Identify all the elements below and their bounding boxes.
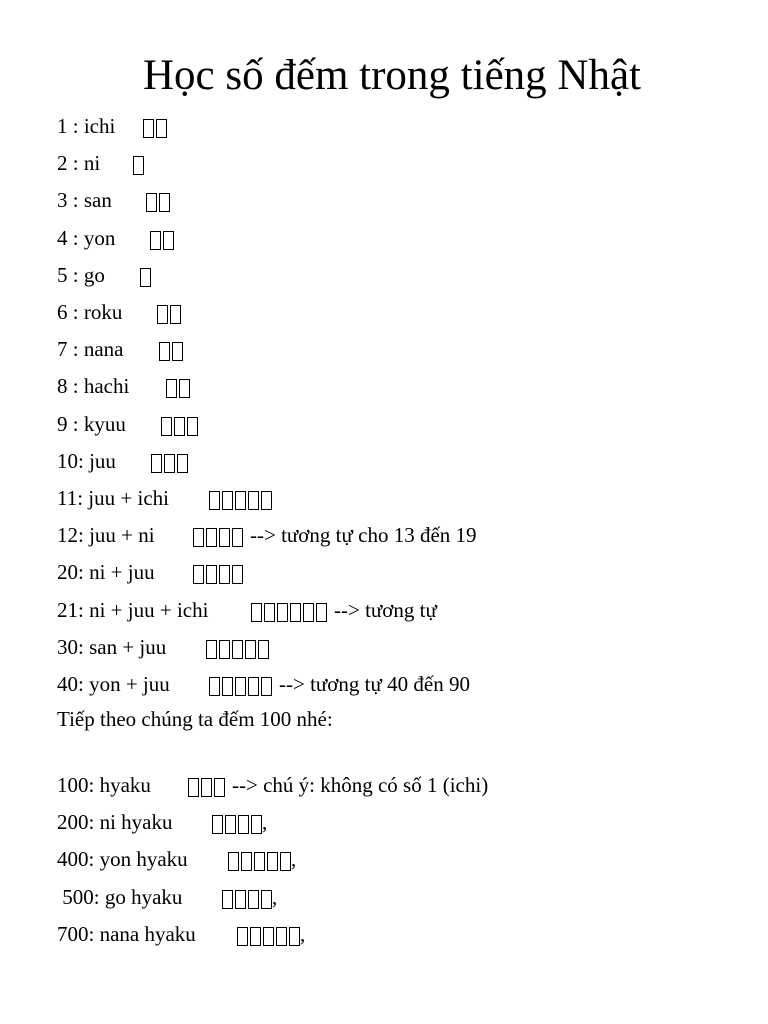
hundred-label: 100: hyaku [57, 773, 151, 797]
number-row [57, 671, 470, 697]
japanese-glyph-group [161, 416, 200, 436]
missing-glyph-box [209, 677, 220, 696]
comma-separator: , [272, 884, 278, 909]
number-row [57, 299, 122, 325]
number-row [57, 485, 169, 511]
hundred-row [57, 884, 278, 910]
missing-glyph-box [157, 305, 168, 324]
missing-glyph-box [235, 890, 246, 909]
missing-glyph-box [303, 603, 314, 622]
missing-glyph-box [267, 852, 278, 871]
missing-glyph-box [245, 640, 256, 659]
missing-glyph-box [159, 342, 170, 361]
missing-glyph-box [261, 491, 272, 510]
missing-glyph-box [166, 379, 177, 398]
japanese-glyph-group [188, 773, 489, 797]
missing-glyph-box [174, 417, 185, 436]
number-row [57, 150, 100, 176]
number-label: 4 : yon [57, 225, 116, 250]
missing-glyph-box [188, 778, 199, 797]
japanese-glyph-group [151, 453, 190, 473]
missing-glyph-box [206, 528, 217, 547]
number-row [57, 559, 155, 585]
japanese-glyph-group [146, 192, 172, 212]
japanese-glyph-group [150, 230, 176, 250]
missing-glyph-box [187, 417, 198, 436]
missing-glyph-box [133, 156, 144, 175]
missing-glyph-box [258, 640, 269, 659]
missing-glyph-box [261, 890, 272, 909]
hundred-label: 500: go hyaku [57, 884, 183, 909]
usage-note: --> chú ý: không có số 1 (ichi) [232, 773, 489, 797]
number-label: 21: ni + juu + ichi [57, 597, 209, 622]
missing-glyph-box [248, 491, 259, 510]
missing-glyph-box [237, 927, 248, 946]
missing-glyph-box [163, 231, 174, 250]
missing-glyph-box [225, 815, 236, 834]
missing-glyph-box [235, 491, 246, 510]
missing-glyph-box [277, 603, 288, 622]
usage-note: --> tương tự 40 đến 90 [279, 672, 470, 696]
missing-glyph-box [263, 927, 274, 946]
number-label: 8 : hachi [57, 374, 130, 399]
hundred-label: 700: nana hyaku [57, 921, 196, 946]
hundred-row [57, 772, 489, 798]
number-label: 7 : nana [57, 337, 124, 362]
missing-glyph-box [290, 603, 301, 622]
number-row [57, 225, 115, 251]
number-row [57, 597, 437, 623]
missing-glyph-box [143, 119, 154, 138]
number-label: 20: ni + juu [57, 560, 155, 585]
number-label: 2 : ni [57, 151, 101, 176]
missing-glyph-box [193, 565, 204, 584]
usage-note: --> tương tự [334, 597, 437, 622]
japanese-glyph-group [206, 639, 271, 659]
hundred-row [57, 846, 297, 872]
japanese-glyph-group [133, 155, 146, 175]
missing-glyph-box [228, 852, 239, 871]
intro-text: Tiếp theo chúng ta đếm 100 nhé: [57, 707, 333, 731]
japanese-glyph-group [193, 523, 477, 548]
missing-glyph-box [151, 454, 162, 473]
missing-glyph-box [276, 927, 287, 946]
missing-glyph-box [264, 603, 275, 622]
number-label: 6 : roku [57, 300, 123, 324]
japanese-glyph-group [159, 341, 185, 361]
number-row [57, 113, 115, 139]
missing-glyph-box [206, 640, 217, 659]
missing-glyph-box [214, 778, 225, 797]
japanese-glyph-group [212, 810, 268, 835]
usage-note: --> tương tự cho 13 đến 19 [250, 523, 477, 548]
number-row [57, 187, 112, 213]
number-row [57, 262, 105, 288]
comma-separator: , [300, 921, 306, 946]
missing-glyph-box [222, 491, 233, 510]
missing-glyph-box [161, 417, 172, 436]
number-label: 5 : go [57, 262, 105, 287]
missing-glyph-box [261, 677, 272, 696]
missing-glyph-box [159, 193, 170, 212]
missing-glyph-box [248, 677, 259, 696]
comma-separator: , [291, 847, 297, 872]
comma-separator: , [262, 810, 268, 835]
missing-glyph-box [238, 815, 249, 834]
japanese-glyph-group [251, 597, 437, 622]
number-label: 11: juu + ichi [57, 486, 169, 510]
hundred-row [57, 921, 306, 947]
missing-glyph-box [177, 454, 188, 473]
missing-glyph-box [251, 603, 262, 622]
number-label: 1 : ichi [57, 114, 116, 138]
hundred-row [57, 809, 268, 835]
missing-glyph-box [146, 193, 157, 212]
number-label: 30: san + juu [57, 634, 167, 659]
missing-glyph-box [219, 528, 230, 547]
document-title: Học số đếm trong tiếng Nhật [143, 52, 641, 99]
hundred-label: 400: yon hyaku [57, 847, 188, 872]
missing-glyph-box [219, 565, 230, 584]
missing-glyph-box [232, 640, 243, 659]
missing-glyph-box [164, 454, 175, 473]
missing-glyph-box [209, 491, 220, 510]
missing-glyph-box [219, 640, 230, 659]
missing-glyph-box [232, 528, 243, 547]
missing-glyph-box [232, 565, 243, 584]
missing-glyph-box [280, 852, 291, 871]
number-row [57, 448, 116, 474]
number-label: 3 : san [57, 188, 112, 213]
number-row [57, 336, 123, 362]
number-label: 10: juu [57, 448, 116, 473]
missing-glyph-box [254, 852, 265, 871]
number-label: 9 : kyuu [57, 411, 126, 436]
number-row [57, 634, 166, 660]
hundred-label: 200: ni hyaku [57, 810, 173, 835]
japanese-glyph-group [143, 118, 169, 138]
missing-glyph-box [222, 890, 233, 909]
missing-glyph-box [140, 268, 151, 287]
missing-glyph-box [193, 528, 204, 547]
missing-glyph-box [156, 119, 167, 138]
japanese-glyph-group [209, 490, 274, 510]
missing-glyph-box [172, 342, 183, 361]
number-label: 12: juu + ni [57, 523, 155, 548]
missing-glyph-box [150, 231, 161, 250]
japanese-glyph-group [140, 267, 153, 287]
japanese-glyph-group [209, 672, 470, 696]
japanese-glyph-group [166, 378, 192, 398]
missing-glyph-box [206, 565, 217, 584]
missing-glyph-box [251, 815, 262, 834]
japanese-glyph-group [193, 564, 245, 584]
missing-glyph-box [222, 677, 233, 696]
number-label: 40: yon + juu [57, 672, 170, 696]
japanese-glyph-group [222, 884, 278, 909]
japanese-glyph-group [228, 847, 297, 872]
missing-glyph-box [316, 603, 327, 622]
number-row [57, 373, 129, 399]
missing-glyph-box [241, 852, 252, 871]
missing-glyph-box [201, 778, 212, 797]
missing-glyph-box [179, 379, 190, 398]
missing-glyph-box [289, 927, 300, 946]
missing-glyph-box [235, 677, 246, 696]
japanese-glyph-group [237, 921, 306, 946]
missing-glyph-box [170, 305, 181, 324]
missing-glyph-box [250, 927, 261, 946]
number-row [57, 411, 126, 437]
number-row [57, 522, 477, 548]
missing-glyph-box [248, 890, 259, 909]
japanese-glyph-group [157, 304, 183, 324]
missing-glyph-box [212, 815, 223, 834]
